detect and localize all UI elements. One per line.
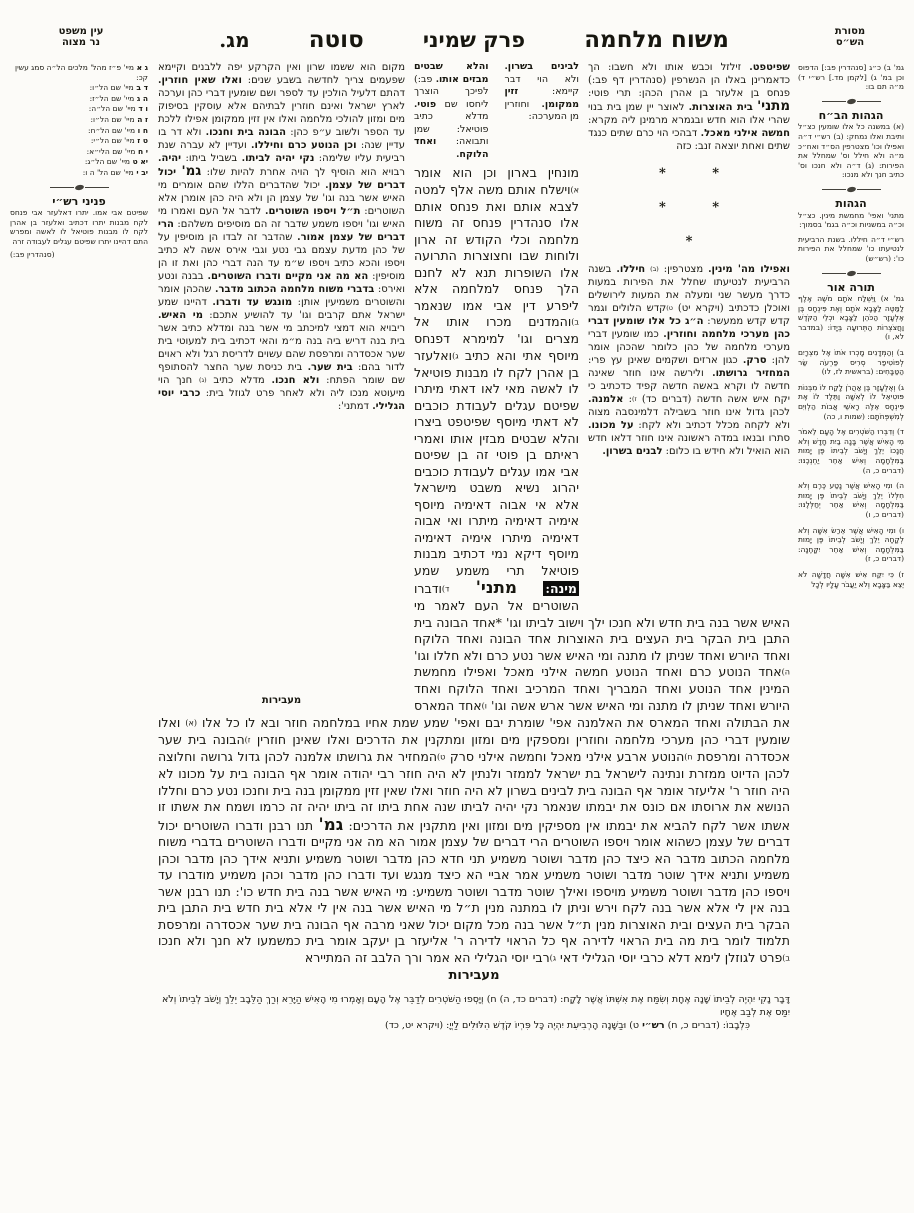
rashi-variant-note: רש״י ד״ה חיללו. בשנת הרביעית לנטיעתו כו' שמחלל את הפירות כו': (רש״ש) (798, 234, 904, 263)
masoret-hashas-title (794, 26, 906, 48)
text-run: בשנה הרביעית לנטיעתו שחלל את הפירות במעות כדרך מעשר שני ומעלה את המעות לירושלים ואוכלן כדכתיב (ויקרא יט) (588, 264, 790, 315)
rashi-hanging-lines (414, 61, 579, 161)
text-run: ט) (666, 304, 673, 313)
list-item: גמ' א) וַיִּשְׁלַח אֹתָם מֹשֶׁה אֶלֶף לַמַּטֶּה לַצָּבָא אֹתָם וְאֶת פִּינְחָס בֶּן אֶלְעָזָר הַכֹּהֵן לַצָּבָא וּכְלֵי הַקֹּדֶשׁ וַחֲצֹצְרוֹת הַתְּרוּעָה בְּיָדוֹ: (במדבר לא, ו) (798, 294, 904, 342)
ein-mishpat-entries (10, 63, 148, 178)
perek-label: פרק שמיני (422, 27, 526, 52)
text-run: דמתני': (337, 401, 373, 413)
text-run: מיי' שם הל״ז: (89, 93, 135, 103)
text-run: מיי' שם הל״ח: (88, 125, 136, 135)
text-run: חנך הוי מיעוטא מנכו ליה ולא לאחר פרט לגוזל בית: (158, 375, 405, 400)
text-run: ט ז (134, 136, 148, 146)
text-run: שהדבר זה לבדו הן מוסיפין על של כהן מדעת עצמם גבי נטע וגבי אירס אשה לא כתיב ויספו והכא כתיב ויספו ש״מ עד הנה דברי כהן ואת זו הן מוסיפין: (158, 232, 405, 282)
gemara-catchword: מעבירות (448, 967, 500, 983)
text-run: מיי' שם הל״ה: (88, 104, 136, 114)
text-run: (א) (185, 718, 197, 728)
text-run: ואלו שאין חוזרין. (158, 75, 242, 86)
text-run (449, 581, 475, 596)
text-run: לכהן גדול אינו חוזר בשבילה דלמינסבה מצוה ולא לקחה מכלל דכתיב ולא לקח: (588, 407, 790, 432)
text-run: מיי' שם הל״ג: (84, 157, 130, 167)
list-item (10, 157, 148, 167)
five-trees-diagram (588, 157, 790, 259)
text-run: ריבויא הוא דמצי למיכתב מי אשר בנה ומדלא כתיב אשר בית בנה דריש ביה בנה מ״מ והאי דכתיב בית למעוטי בית שער אכסדרה ומרפסת שהם עשוים לדריסת רגל ולא ראוים לדור בהם: (158, 323, 405, 373)
text-run: נקי יהיה לביתו. (241, 153, 315, 164)
text-run: דהתם דלעיל הולכין עד לספר ושם שומעין דברי כהן וערכה לארץ ישראל ואינם חוזרין לבתיהם אלא עוסקין בסיפוק מים ומזון להולכי מלחמה ואלו אין זזין ממקומן אפילו ללכת עד הספר ולשוב ע״פ כהן: (158, 88, 405, 138)
text-run: ד ב (133, 83, 148, 93)
text-run: אחד המארס את הבתולה ואחד המארס את האלמנה אפי' שומרת יבם ואפי' שמע שמת אחיו במלחמה חוזר ובא לו כל אלו (196, 697, 791, 730)
text-run: ח) (684, 752, 693, 762)
footer-verse-line-1: דָּבָר נָקִי יִהְיֶה לְבֵיתוֹ שָׁנָה אֶחָת וְשִׂמַּח אֶת אִשְׁתּוֹ אֲשֶׁר לָקָח: (דברים כד, ה) ח) וְיָסְפוּ הַשֹּׁטְרִים לְדַבֵּר אֶל הָעָם וְאָמְרוּ מִי הָאִישׁ הַיָּרֵא וְרַךְ הַלֵּבָב יֵלֵךְ וְיָשֹׁב לְבֵיתוֹ וְלֹא יִמַּס אֶת לְבַב אֶחָיו (162, 993, 790, 1018)
text-run: ה״ג כל אלו שומעין דברי כהן מערכי מלחמה וחוזרין. (588, 316, 790, 341)
text-run: מיי' שם הל״י: (90, 136, 135, 146)
text-run: פרט לגוזלן לימא דלא כרבי יוסי הגלילי דאי (556, 949, 783, 965)
torah-or-verses (798, 294, 904, 589)
left-margin-column (8, 61, 154, 259)
text-run: כגון ארזים ושקמים שאינן עץ פרי: (588, 355, 743, 367)
text-run: קדש הלולים וגמר קדש קדש ממעשר: (588, 303, 790, 328)
footer-verse-lines (158, 993, 790, 1032)
pninei-rashi-source: (סנהדרין פב:) (10, 249, 55, 259)
pninei-rashi-text: שפיטם אבי אמו. יתרו דאלעזר אבי פנחס לקח מבנות יתרו דכתיב ואלעזר בן אהרן לקח לו מבנות פוטיאל לו לאשה ומפרש התם דהיינו יתרו שפיטם עגלים לעבודה זרה (10, 208, 148, 246)
rashi-column-right (588, 61, 790, 613)
text-run: הא מה אני מקיים ודברו השוטרים. (207, 271, 369, 282)
text-run: מיי' שם הלי״א: (86, 146, 136, 156)
text-run: ואחד הלוקח. (414, 136, 489, 160)
text-run: ולירשה אינו חוזר שאינה חדשה לו וקרא באשה חדשה קפיד כדכתיב כי יקח איש אשה חדשה (דברים כד) (588, 368, 790, 406)
text-run: סרק. (742, 355, 767, 367)
rashi-right-text-b (588, 263, 790, 613)
list-item: עין משפט (58, 26, 104, 37)
text-run: מינה: (545, 581, 577, 597)
text-run: ולא חנכו. (271, 375, 320, 387)
text-run: ואלעזר בן אהרן לקח לו מבנות פוטיאל לו לאשה מאי לאו דאתי מיתרו שפיטם עגלים לעבודת כוכבים לא דאתי מיוסף שפיטפט ביצרו והלא שבטים מבזין אותו ואמרי ראיתם בן פוטי זה בן שפיטם אבי אמו עגלים לעבודת כוכבים יהרוג נשיא משבט מישראל אלא אי אבוה דאימיה מיוסף אימיה דאימיה מיתרו ואי אבוה דאימיה מיתרו אימיה דאימיה מיוסף דיקא נמי דכתיב מבנות פוטיאל תרי משמע שמע (414, 347, 579, 578)
list-item (10, 104, 148, 114)
list-item (10, 136, 148, 146)
rashi-column-left (158, 61, 405, 709)
text-run: גמ' (318, 813, 344, 834)
section-divider-ornament (798, 99, 904, 104)
text-run: ב) (571, 317, 579, 327)
text-run: מצטרפין: (658, 264, 709, 276)
text-run: בית כניסת שער החצר להסתופף שם שומר הפתח: (158, 362, 405, 387)
list-item: ג) וְאֶלְעָזָר בֶּן אַהֲרֹן לָקַח לוֹ מִבְּנוֹת פּוּטִיאֵל לוֹ לְאִשָּׁה וַתֵּלֶד לוֹ אֶת פִּינְחָס אֵלֶּה רָאשֵׁי אֲבוֹת הַלְוִיִּם לְמִשְׁפְּחֹתָם: (שמות ו, כה) (797, 382, 904, 421)
text-run: (ג) (199, 376, 207, 384)
text-run: ואפילו מה' מינין. (708, 264, 790, 276)
text-run: בדברי משוח מלחמה הכתוב מדבר. (215, 284, 375, 295)
text-run: ת״ל ויספו השוטרים. (265, 206, 361, 217)
text-run: מיי' שם הל״ו: (90, 114, 135, 124)
rashi-left-text (158, 61, 405, 692)
text-run: סתרו ובנאו במדה ראשונה אינו חוזר דלאו חדש הוא הואיל ולא חידש בו כלום: (588, 433, 790, 458)
text-run: לדבר אל העם ואמרו מי האיש וגו' ויספו משמע שדבר זה הם מוסיפים משלהם: (158, 206, 405, 230)
list-item: ו) וּמִי הָאִישׁ אֲשֶׁר אֵרַשׂ אִשָּׁה וְלֹא לְקָחָהּ יֵלֵךְ וְיָשֹׁב לְבֵיתוֹ פֶּן יָמוּת בַּמִּלְחָמָה וְאִישׁ אַחֵר יִקָּחֶנָּה: (דברים כ, ז) (798, 525, 904, 564)
text-run: פב:) לפיכך הוצרך ליחסו שם (414, 73, 489, 110)
text-run: ה) (781, 667, 790, 677)
list-item (10, 94, 148, 104)
text-run: ודברו השוטרים אל העם לאמר מי האיש אשר בנה בית חדש ולא חנכו ילך וישוב לביתו וגו' *אחד הבונה בית התבן בית הבקר בית העצים בית האוצרות אחד הבונה ואחד הלוקח ואחד היורש ואחד שניתן לו מתנה ומי האיש אשר נטע כרם ולא חללו וגו' (414, 581, 790, 663)
text-run: ועדיין לא עברה שנת רביעית עליו שלימה: (158, 140, 405, 164)
text-run: כמו שומעין דברי מערכי מלחמה של כהן כלומר שהכהן אומר להן: (588, 329, 790, 367)
text-run: חמשה אילני מאכל. (700, 128, 790, 139)
list-item: * * (658, 200, 720, 215)
text-run: רבי יוסי הגלילי הא אמר ורך הלבב זה המתיירא (304, 949, 550, 965)
masechet-name: סוטה (308, 26, 364, 53)
text-run: רש״י (642, 1019, 665, 1031)
text-run: לאוצר יין שמן בית בנוי שהרי אלו הוא חדש ובגמרא מרמינן ליה מקרא: (588, 102, 790, 126)
text-run: מיי' שם הל״ו: (89, 83, 134, 93)
list-item: * (685, 234, 693, 249)
text-run: ט) (437, 752, 446, 762)
text-run: וחוזרין מן המערכה: (504, 98, 579, 122)
text-run: הבונה בית שער אכסדרה ומרפסת (158, 731, 791, 764)
rashi-right-text-a (588, 61, 790, 153)
text-run: שהכהן אומר והשוטרים משמיעין אותן: (158, 284, 405, 308)
hagahot-text: מתני' ואפי' מחמשת מינין. כצ״ל וכ״ה במשניות וכ״ה בגמ' בסמוך: (798, 210, 904, 230)
main-text-area (154, 61, 794, 1032)
text-run: יהיה. (158, 153, 182, 164)
torah-or-title: תורה אור (827, 280, 875, 294)
text-run: המחזיר גרושתו. (712, 368, 790, 380)
list-item (10, 147, 148, 157)
masoret-note: גמ' ב) כ״ג [סנהדרין פב:] הדפוס וכן במ' ג) [לקמן מד.] רש״י ד) מ״ה תם בו: (798, 63, 904, 92)
text-run (517, 581, 543, 596)
text-run: מדלא כתיב פוטיאל: שמן ותבואה: (414, 111, 489, 147)
section-divider-ornament (798, 271, 904, 276)
list-item: ז) כִּי יִקַּח אִישׁ אִשָּׁה חֲדָשָׁה לֹא יֵצֵא בַּצָּבָא וְלֹא יַעֲבֹר עָלָיו לְכָל (798, 569, 904, 589)
text-run: והמדנים מכרו אותו אל מצרים וגו' למימרא דפנחס מיוסף אתי והא כתיב (414, 314, 579, 363)
text-run: יכול שהדברים הללו שהם אומרים מי האיש אשר בנה וגו' של עצמן הן ולא היה כהן אומרן אלא השוטרים: (158, 180, 405, 217)
text-run: מיי' שם הל' ה ו: (82, 167, 134, 177)
text-run: המחזיר את גרושתו אלמנה לכהן גדול גרושה וחלוצה לכהן הדיוט ממזרת ונתינה לישראל בת ישראל לממזר ולנתין לא היה חוזר רבי יהודה אומר אף הבונה בית על מכונו לא היה חוזר ר' אליעזר אומר אף הבונה בית לבינים בשרון לא היה חוזר ואלו שאין זזין ממקומן בנה בית וחנכו נטע כרם וחללו הנושא את ארוסתו אם כונס את יבמתו שנאמר נקי יהיה לביתו שנה אחת ביתו זה ביתו יהיה זה כרמו ושמח את אשתו זו אשתו אשר לקח להביא את יבמתו אין מספיקין מים ומזון ואין מתקנין את הדרכים: (158, 749, 791, 833)
text-run: ח ו (135, 125, 148, 135)
list-item: נר מצוה (61, 37, 101, 48)
text-run: (ב) (650, 265, 659, 273)
rashi-hanging-right (414, 61, 489, 161)
right-margin-column (794, 61, 906, 595)
text-run: ד) (441, 584, 450, 594)
text-run: ז) (244, 735, 251, 745)
text-run: מיי' פ״ז מהל' מלכים הל״ה סמג עשין קכ: (15, 63, 148, 82)
text-run: יכול דברים של עצמן. (158, 167, 405, 191)
text-run: מי האיש. (158, 310, 203, 321)
text-run: א) (570, 185, 579, 195)
list-item: הש״ס (835, 37, 865, 48)
text-run: ו ד (135, 104, 148, 114)
list-item: ב) וְהַמְּדָנִים מָכְרוּ אֹתוֹ אֶל מִצְרָיִם לְפוֹטִיפַר סְרִיס פַּרְעֹה שַׂר הַטַּבָּחִים: (בראשית לז, לו) (798, 348, 904, 377)
text-run: לבינים בשרון. (504, 61, 579, 72)
text-run: רבויא הוא הוסיף לך הויה אחרת להיות שלו: (201, 167, 405, 178)
page-header (8, 26, 906, 53)
text-run: ג) (549, 953, 557, 963)
list-item: * * (658, 166, 720, 181)
hagahot-habach-title: הגהות הב״ח (818, 108, 884, 122)
list-item (10, 115, 148, 125)
text-run: בית האוצרות. (688, 102, 753, 113)
text-run: מתני' (757, 98, 790, 114)
daf-number: מג. (219, 28, 250, 52)
hagahot-title: הגהות (835, 196, 867, 210)
rashi-hanging-left (505, 61, 580, 161)
text-run: ט) וּבַשָּׁנָה הָרְבִיעִת יִהְיֶה כָּל פִּרְיוֹ קֹדֶשׁ הִלּוּלִים לַיְיָ: (ויקרא יט, כד) (385, 1019, 643, 1031)
text-run: ואלו שומעין דברי כהן מערכי מלחמה וחוזרין ומספקין מים ומזון ומתקנין את הדרכים ואלו שאינן חוזרין (158, 714, 790, 747)
text-run: מונחין בארון וכן הוא אומר (414, 165, 579, 180)
list-item: ה) וּמִי הָאִישׁ אֲשֶׁר נָטַע כֶּרֶם וְלֹא חִלְּלוֹ יֵלֵךְ וְיָשֹׁב לְבֵיתוֹ פֶּן יָמוּת בַּמִּלְחָמָה וְאִישׁ אַחֵר יְחַלְּלֶנּוּ: (דברים כ, ו) (798, 481, 904, 519)
text-run: שפיטפט. (749, 62, 790, 73)
section-divider-ornament (10, 185, 148, 190)
text-run: ולא הוי דבר קיימא: (504, 73, 579, 97)
ein-mishpat-title (8, 26, 154, 48)
text-run: ג א (133, 63, 148, 72)
list-item: מסורת (834, 26, 866, 37)
text-run: אחד הנוטע כרם ואחד הנוטע חמשה אילני מאכל ואפילו מחמשת המינין אחד הנוטע ואחד המבריך ואחד המרכיב ואחד הלוקח ואחד היורש ואחד שניתן לו מתנה ומי האיש אשר ארש אשה וגו' (414, 664, 790, 713)
list-item (10, 63, 148, 82)
running-head (154, 26, 794, 53)
text-run: ג) (452, 351, 459, 361)
text-run: מונגש עד ודברו. (212, 297, 293, 308)
text-run: דהיינו שמע ישראל אתם קרבים וגו' עד להושיע אתכם: (158, 297, 405, 321)
text-run: וכן הנוטע כרם וחיללו. (251, 140, 357, 151)
text-run: יב י (133, 167, 148, 177)
text-run: פוטי. (414, 98, 437, 110)
pninei-rashi-title: פניני רש״י (52, 194, 106, 208)
list-item (10, 168, 148, 178)
text-run: כִּלְבָבוֹ: (דברים כ, ח) (664, 1019, 750, 1031)
text-run: ב) (782, 953, 790, 963)
text-run: בבנה ונטע ואירס: (158, 271, 405, 295)
text-run: אלמנה. (588, 394, 624, 406)
text-run: ז ה (134, 114, 148, 124)
text-run: חיללו. (616, 264, 646, 276)
footer-verse-line-2 (162, 1019, 790, 1032)
text-run: וישלח אותם משה אלף למטה לצבא אותם ואת פנחס אותם אלו סנהדרין פנחס זה משוח מלחמה וכלי הקודש זה ארון ולוחות שבו וחצוצרות התרועה אלו השופרות תנא לא לחנם הלך פנחס למלחמה אלא ליפרע דין אבי אמו שנאמר (414, 181, 579, 313)
chapter-name: משוח מלחמה (584, 26, 729, 53)
text-run: זזין ממקומן. (504, 86, 579, 110)
text-run: ז) (632, 395, 637, 404)
list-item (10, 126, 148, 136)
text-run: ה ג (134, 93, 148, 103)
text-run: והלא שבטים מבזים אותו. (414, 61, 489, 85)
hagahot-habach-text: (א) במשנה כל אלו שומעין כצ״ל ותיבת ואלו נמחק: (ב) רש״י ד״ה ואפילו וכו' מצטרפין הס״ד ואח״כ מ״ה ולא חילל וס' שמחלל את הפירות: (ג) ד״ה ולא חנכו וס' כתיב חנך ולא מנכו: (798, 122, 904, 180)
page-body (8, 61, 906, 1032)
text-run: על מכונו. (588, 420, 634, 432)
text-run: כרבי יוסי הגלילי. (158, 388, 405, 413)
text-run: מדלא כתיב (206, 375, 272, 387)
section-divider-ornament (798, 187, 904, 192)
text-run: הבונה בית וחנכו. (205, 127, 286, 138)
text-run: לבנים בשרון. (602, 446, 663, 458)
text-run: זילזל וכבש אותו ולא חשבו: הך כדאמרינן באלו הן הנשרפין (סנהדרין דף פב:) פנחס בן אלעזר בן אהרן הכהן: תרי פוטי: (588, 62, 790, 99)
text-run: בית שער. (307, 362, 353, 373)
text-run: יא ט (130, 157, 148, 167)
list-item (10, 83, 148, 93)
text-run: הרי דברים של עצמן אמור. (158, 219, 405, 243)
rashi-catchword: מעבירות (261, 695, 302, 706)
text-run: מתני' (475, 577, 518, 598)
text-run: : (623, 394, 633, 406)
text-run: י ח (135, 146, 148, 156)
text-run: ו) (481, 701, 487, 711)
text-run: הנוטע ארבע אילני מאכל וחמשה אילני סרק (445, 749, 685, 764)
text-run: מקום הוא ששמו שרון ואין הקרקע יפה ללבנים וקיימא שפעמים צריך לחדשה בשבע שנים: (158, 62, 405, 86)
text-run: גמ' (181, 163, 202, 179)
text-run: בשביל ביתו: (181, 153, 242, 164)
text-run: ולא דר בו עדיין שנה: (158, 127, 405, 151)
text-run: תנו רבנן ודברו השוטרים יכול דברים של עצמן כשהוא אומר ויספו השוטרים הרי דברים של עצמן אמור הא מה אני מקיים ודברו השוטרים בדברי משוח מלחמה הכתוב מדבר הא כיצד כהן מדבר ושוטר משמיע תני חדא כהן מדבר ושוטר משמיע ותניא אידך כהן מדבר וכהן משמיע ותניא אידך שוטר מדבר ושוטר משמיע אמר אביי הא כיצד מנגש ועד ודברו כהן מדבר וכהן משמיע מודברו עד ויספו כהן מדבר ושוטר משמיע מויספו ואילך שוטר מדבר ושוטר משמיע: מי האיש אשר בנה בית חדש כו': תנו רבנן אשר בנה אין לי אלא אשר בנה לקח וירש וניתן לו במתנה מנין ת״ל מי האיש אשר בנה אין לי אלא בית חדש בית התבן בית הבקר בית העצים ובית האוצרות מנין ת״ל אשר בנה מכל מקום יכול שאני מרבה אף הבונה בית שער אכסדרה ומרפסת תלמוד לומר בית מה בית הראוי לדירה אף כל הראוי לדירה ר' אליעזר בן יעקב אומר בית כמשמעו לא חנך ולא חנכו (158, 817, 790, 949)
text-run: דבהכי הוי כרם שתים כנגד שתים ואחת יוצאה זנב: כזה (588, 128, 790, 152)
list-item: ד) וְדִבְּרוּ הַשֹּׁטְרִים אֶל הָעָם לֵאמֹר מִי הָאִישׁ אֲשֶׁר בָּנָה בַיִת חָדָשׁ וְלֹא חֲנָכוֹ יֵלֵךְ וְיָשֹׁב לְבֵיתוֹ פֶּן יָמוּת בַּמִּלְחָמָה וְאִישׁ אַחֵר יַחְנְכֶנּוּ: (דברים כ, ה) (798, 427, 904, 475)
